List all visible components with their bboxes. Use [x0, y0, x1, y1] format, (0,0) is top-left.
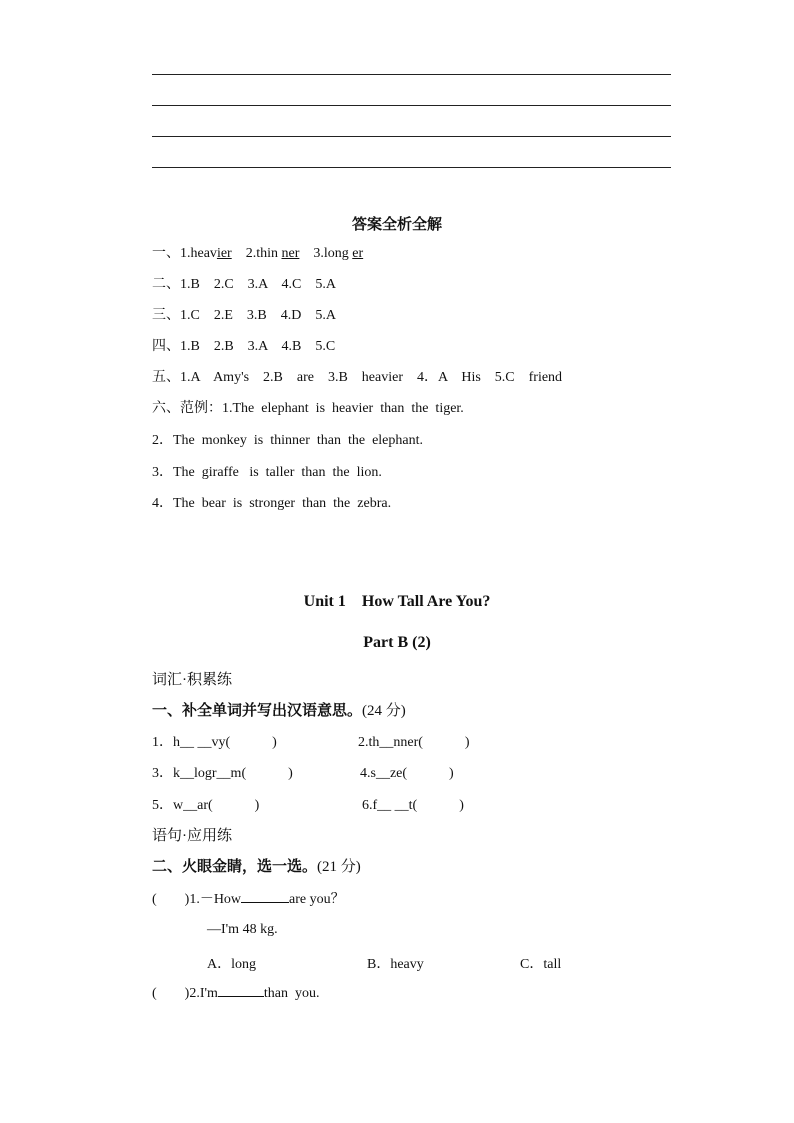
answer-q2: 二、1.B 2.C 3.A 4.C 5.A	[152, 277, 336, 292]
answer-blank[interactable]	[241, 890, 289, 903]
choice-q1: ( )1.－How are you？	[152, 892, 345, 907]
vocab-item-2: 2.th__nner( )	[358, 735, 470, 750]
answer-blank[interactable]	[218, 984, 264, 997]
vocab-heading: 词汇·积累练	[152, 672, 232, 688]
choice-q2: ( )2.I'm than you.	[152, 986, 320, 1001]
choice-q1-answer: —I'm 48 kg.	[207, 922, 278, 937]
vocab-item-4: 4.s__ze( )	[360, 766, 454, 781]
option-a[interactable]: A．long	[207, 957, 256, 972]
answer-q4: 四、1.B 2.B 3.A 4.B 5.C	[152, 339, 336, 354]
answer-q5: 五、1.A Amy's 2.B are 3.B heavier 4．A His 5.C friend	[152, 370, 563, 385]
vocab-item-5: 5．w__ar( )	[152, 798, 260, 813]
answer-q1: 一、1.heavier 2.thin ner 3.long er	[152, 246, 364, 261]
answer-line-2	[152, 105, 671, 106]
answer-q6-4: 4．The bear is stronger than the zebra.	[152, 496, 392, 511]
vocab-item-6: 6.f__ __t( )	[362, 798, 464, 813]
part-title: Part B (2)	[363, 634, 431, 651]
option-c[interactable]: C．tall	[520, 957, 562, 972]
sentence-heading: 语句·应用练	[152, 828, 232, 844]
answer-q6: 六、范例：1.The elephant is heavier than the tiger.	[152, 401, 464, 416]
vocab-item-1: 1．h__ __vy( )	[152, 735, 277, 750]
answer-line-4	[152, 167, 671, 168]
option-b[interactable]: B．heavy	[367, 957, 424, 972]
answer-q6-3: 3．The giraffe is taller than the lion.	[152, 465, 382, 480]
vocab-item-3: 3．k__logr__m( )	[152, 766, 293, 781]
answer-key-title: 答案全析全解	[351, 217, 442, 233]
section2-heading: 二、火眼金睛，选一选。(21 分)	[152, 859, 361, 875]
answer-line-1	[152, 74, 671, 75]
unit-title: Unit 1 How Tall Are You?	[303, 593, 491, 610]
answer-line-3	[152, 136, 671, 137]
answer-q6-2: 2．The monkey is thinner than the elephant.	[152, 433, 423, 448]
answer-q3: 三、1.C 2.E 3.B 4.D 5.A	[152, 308, 336, 323]
section1-heading: 一、补全单词并写出汉语意思。(24 分)	[152, 703, 406, 719]
